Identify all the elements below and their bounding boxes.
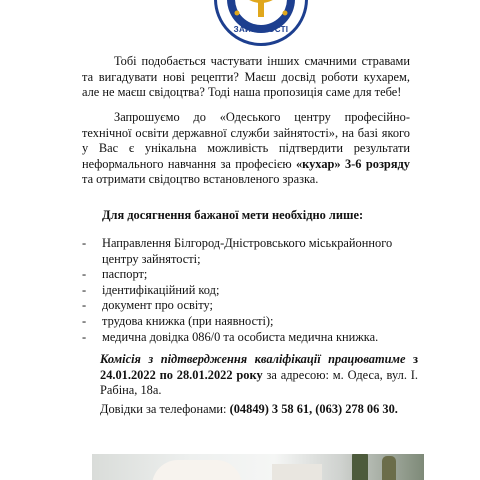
logo-emblem-icon: [217, 0, 305, 43]
list-dash: -: [82, 313, 87, 328]
profession-name: «кухар» 3-6 розряду: [295, 156, 410, 171]
phones-label: Довідки за телефонами:: [100, 402, 230, 416]
list-dash: -: [82, 282, 87, 297]
list-dash: -: [82, 236, 87, 250]
commission-lead: Комісія з підтвердження кваліфікації працюватиме: [100, 352, 406, 366]
list-item: [82, 283, 422, 299]
list-item-text: паспорт;: [102, 267, 148, 282]
commission-paragraph: [100, 352, 418, 399]
requirements-heading: Для досягнення бажаної мети необхідно лише:: [102, 208, 364, 222]
phone-numbers: (04849) 3 58 61, (063) 278 06 30.: [229, 402, 398, 416]
list-item-text: ідентифікаційний код;: [102, 282, 220, 297]
commission-address: за адресою: м. Одеса, вул. І. Рабіна, 18а.: [100, 367, 418, 398]
list-item: [82, 267, 422, 283]
kitchen-photo: [92, 454, 424, 480]
employment-service-logo: [214, 0, 308, 46]
requirements-list: [82, 236, 422, 345]
list-dash: -: [82, 329, 87, 344]
list-item-text: трудова книжка (при наявності);: [102, 313, 274, 328]
invitation-text-end: та отримати свідоцтво встановленого зразка.: [82, 172, 319, 187]
list-item-text: медична довідка 086/0 та особиста медична книжка.: [102, 329, 379, 344]
list-dash: -: [82, 298, 87, 313]
list-item: [82, 314, 422, 330]
phones-paragraph: [100, 402, 430, 418]
list-item-text: документ про освіту;: [102, 298, 214, 313]
list-item: [82, 330, 422, 346]
invitation-text: Запрошуємо до «Одеського центру професійно-технічної освіти державної служби зайнятості», на базі якого у Вас є унікальна можливість підтвердити результати неформального навчання за професією: [82, 110, 410, 171]
list-item: [82, 236, 422, 267]
list-item: [82, 298, 422, 314]
list-item-text: Направлення Білгород-Дністровського міськрайонного центру зайнятості;: [102, 236, 393, 266]
intro-paragraph: Тобі подобається частувати інших смачними стравами та вигадувати нові рецепти? Маєш досвід роботи кухарем, але не маєш свідоцтва? Тоді наша пропозиція саме для тебе!: [82, 54, 410, 100]
commission-dates: з 24.01.2022 по 28.01.2022 року: [100, 352, 418, 382]
list-dash: -: [82, 267, 87, 282]
invitation-paragraph: [82, 110, 410, 188]
logo-text: ЗАЙНЯТОСТІ: [233, 25, 289, 34]
